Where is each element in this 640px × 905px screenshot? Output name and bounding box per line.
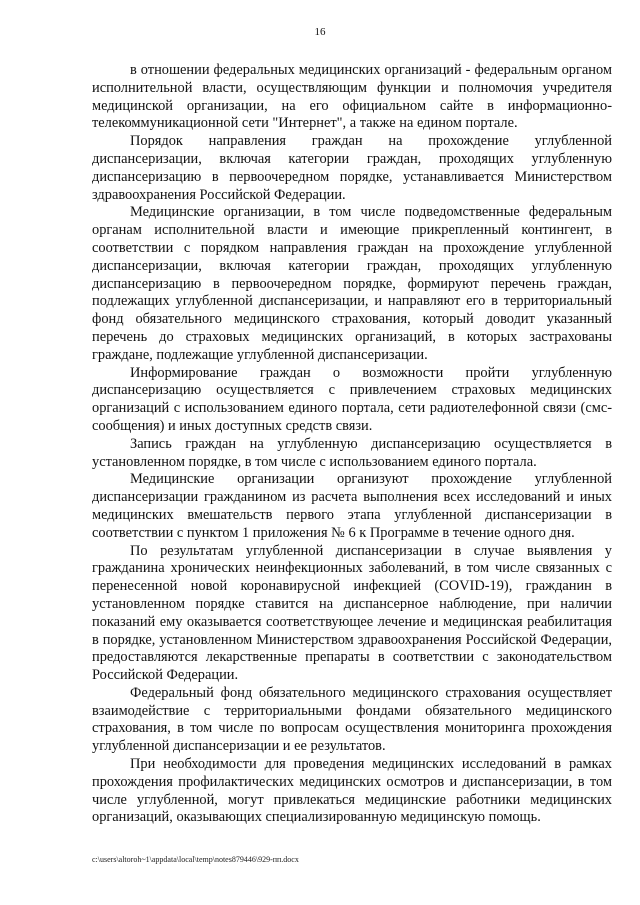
paragraph: При необходимости для проведения медицинских исследований в рамках прохождения профилактических медицинских осмотров и диспансеризации, в том числе углубленной, могут привлекаться медицинские работники медицинских организаций, оказывающих специализированную медицинскую помощь. [92,756,612,826]
page-number: 16 [314,26,326,38]
document-body [92,62,612,827]
paragraph: Медицинские организации организуют прохождение углубленной диспансеризации гражданином из расчета выполнения всех исследований и иных медицинских вмешательств первого этапа углубленной диспансеризации в соответствии с пунктом 1 приложения № 6 к Программе в течение одного дня. [92,471,612,541]
paragraph: Информирование граждан о возможности пройти углубленную диспансеризацию осуществляется с привлечением страховых медицинских организаций с использованием единого портала, сети радиотелефонной связи (смс-сообщения) и иных доступных средств связи. [92,364,612,434]
paragraph: Порядок направления граждан на прохождение углубленной диспансеризации, включая категории граждан, проходящих углубленную диспансеризацию в первоочередном порядке, устанавливается Министерством здравоохранения Российской Федерации. [92,133,612,203]
file-path-footer: c:\users\altoroh~1\appdata\local\temp\notes879446\929-пп.docx [92,855,299,864]
paragraph: По результатам углубленной диспансеризации в случае выявления у гражданина хронических неинфекционных заболеваний, в том числе связанных с перенесенной новой коронавирусной инфекцией (COVID-19), гражданин в установленном порядке ставится на диспансерное наблюдение, при наличии показаний ему оказывается соответствующее лечение и медицинская реабилитация в порядке, установленном Министерством здравоохранения Российской Федерации, предоставляются лекарственные препараты в соответствии с законодательством Российской Федерации. [92,542,612,684]
paragraph: Медицинские организации, в том числе подведомственные федеральным органам исполнительной власти и имеющие прикрепленный контингент, в соответствии с порядком направления граждан на прохождение углубленной диспансеризации, включая категории граждан, проходящих углубленную диспансеризацию в первоочередном порядке, формируют перечень граждан, подлежащих углубленной диспансеризации, и направляют его в территориальный фонд обязательного медицинского страхования, который доводит указанный перечень до страховых медицинских организаций, в которых застрахованы граждане, подлежащие углубленной диспансеризации. [92,204,612,363]
paragraph: Федеральный фонд обязательного медицинского страхования осуществляет взаимодействие с территориальными фондами обязательного медицинского страхования, в том числе по вопросам осуществления мониторинга прохождения углубленной диспансеризации и ее результатов. [92,684,612,755]
paragraph: Запись граждан на углубленную диспансеризацию осуществляется в установленном порядке, в том числе с использованием единого портала. [92,435,612,470]
paragraph: в отношении федеральных медицинских организаций - федеральным органом исполнительной власти, осуществляющим функции и полномочия учредителя медицинской организации, на его официальном сайте в информационно-телекоммуникационной сети "Интернет", а также на едином портале. [92,62,612,132]
